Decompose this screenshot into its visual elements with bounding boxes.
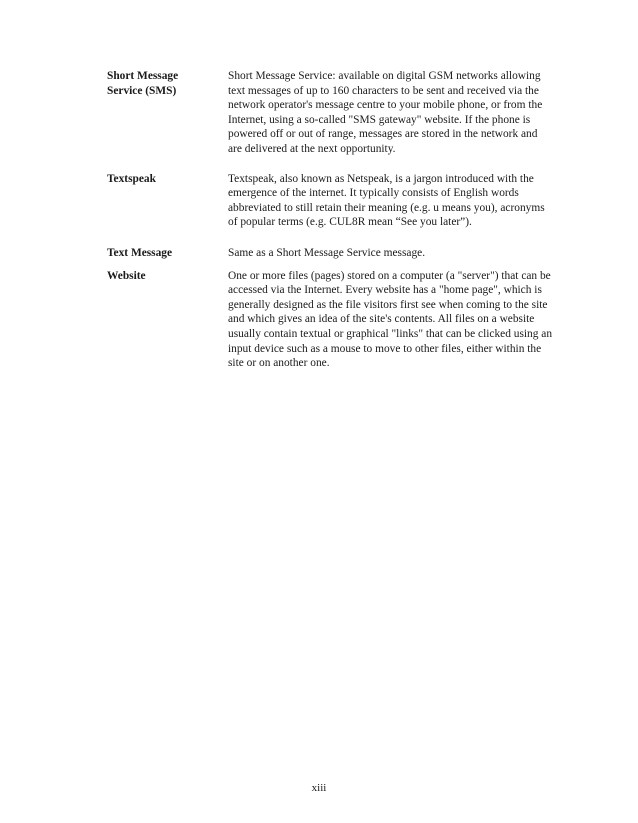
definition-line: site or on another one.: [228, 357, 330, 370]
glossary-entry-textspeak: [107, 172, 557, 230]
glossary-definition: [228, 69, 557, 157]
glossary-definition: [228, 269, 557, 371]
term-line: Short Message: [107, 70, 179, 82]
definition-line: Textspeak, also known as Netspeak, is a jargon introduced with the: [228, 172, 534, 185]
definition-line: network operator's message centre to your mobile phone, or from the: [228, 99, 543, 112]
term-line: Website: [107, 269, 146, 282]
glossary-term: [107, 269, 228, 371]
term-line: Text Message: [107, 246, 173, 259]
definition-line: are delivered at the next opportunity.: [228, 142, 396, 155]
definition-line: input device such as a mouse to move to other files, either within the: [228, 342, 542, 355]
glossary-definition: [228, 246, 557, 261]
glossary-term: [107, 69, 228, 157]
definition-line: and which gives an idea of the site's contents. All files on a website: [228, 313, 535, 326]
glossary-term: [107, 246, 228, 261]
glossary-definition: [228, 172, 557, 230]
definition-line: powered off or out of range, messages are stored in the network and: [228, 128, 538, 141]
glossary-term: [107, 172, 228, 230]
glossary-entry-sms: [107, 69, 557, 157]
term-line: Service (SMS): [107, 84, 177, 97]
glossary-entry-website: [107, 269, 557, 371]
definition-line: accessed via the Internet. Every website has a "home page", which is: [228, 284, 542, 297]
definition-line: of popular terms (e.g. CUL8R mean “See you later”).: [228, 216, 472, 229]
definition-line: generally designed as the file visitors first see when coming to the site: [228, 298, 548, 311]
definition-line: usually contain textual or graphical "links" that can be clicked using an: [228, 327, 553, 340]
definition-line: Internet, using a so-called "SMS gateway" website. If the phone is: [228, 113, 531, 126]
page-number: xiii: [311, 782, 327, 794]
term-line: Textspeak: [107, 172, 156, 185]
glossary-entry-text-message: [107, 246, 557, 261]
glossary-list: [107, 69, 557, 371]
definition-line: text messages of up to 160 characters to be sent and received via the: [228, 84, 539, 97]
definition-line: Short Message Service: available on digital GSM networks allowing: [228, 70, 541, 82]
definition-line: Same as a Short Message Service message.: [228, 246, 426, 259]
definition-line: emergence of the internet. It typically consists of English words: [228, 187, 519, 200]
definition-line: abbreviated to still retain their meaning (e.g. u means you), acronyms: [228, 201, 545, 214]
definition-line: One or more files (pages) stored on a computer (a "server") that can be: [228, 269, 551, 282]
